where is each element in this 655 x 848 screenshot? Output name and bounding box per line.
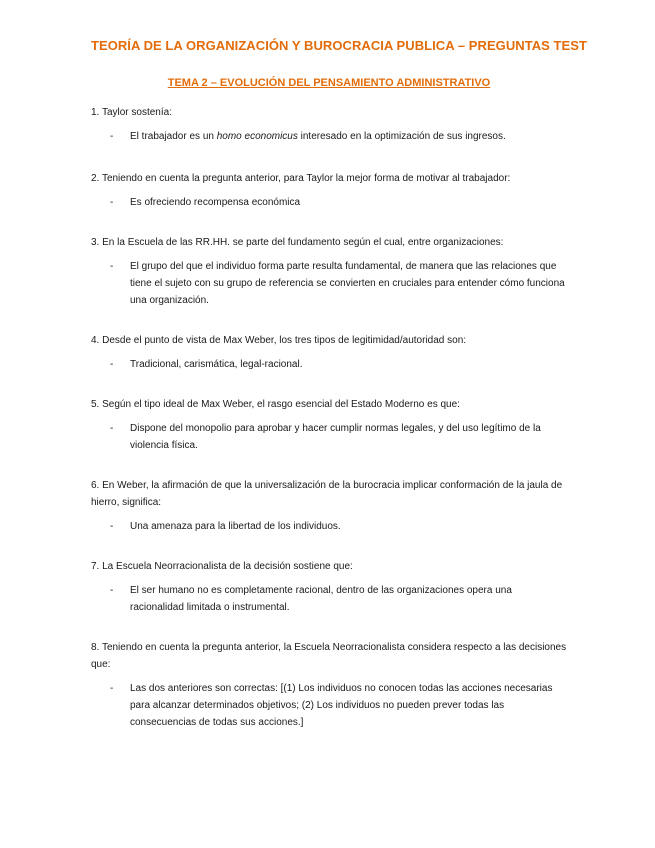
question-item-4 xyxy=(91,332,567,373)
document-title: TEORÍA DE LA ORGANIZACIÓN Y BUROCRACIA PUBLICA – PREGUNTAS TEST xyxy=(91,38,587,53)
answer-text xyxy=(91,420,567,454)
dash-bullet: - xyxy=(110,683,114,694)
question-text: 8. Teniendo en cuenta la pregunta anterior, la Escuela Neorracionalista considera respecto a las decisiones que: xyxy=(91,642,567,670)
question-item-7 xyxy=(91,558,567,616)
answer-part: Es ofreciendo recompensa económica xyxy=(130,197,301,208)
question-item-5 xyxy=(91,396,567,454)
question-text: 6. En Weber, la afirmación de que la universalización de la burocracia implicar conformación de la jaula de hierro, significa: xyxy=(91,480,563,508)
dash-bullet: - xyxy=(110,423,114,434)
answer-italic: homo economicus xyxy=(216,131,298,142)
answer-part: Dispone del monopolio para aprobar y hacer cumplir normas legales, y del uso legítimo de la violencia física. xyxy=(130,423,541,451)
answer-text xyxy=(91,680,567,731)
question-text: 4. Desde el punto de vista de Max Weber, los tres tipos de legitimidad/autoridad son: xyxy=(91,335,467,346)
answer-part: El ser humano no es completamente racional, dentro de las organizaciones opera una racionalidad limitada o instrumental. xyxy=(130,585,512,613)
question-item-1 xyxy=(91,104,567,145)
dash-bullet: - xyxy=(110,359,114,370)
dash-bullet: - xyxy=(110,521,114,532)
question-list xyxy=(91,104,567,731)
answer-part: Las dos anteriores son correctas: [(1) Los individuos no conocen todas las acciones necesarias para alcanzar determinados objetivos; (2) Los individuos no pueden prever todas las consecuencias de todas sus acciones.] xyxy=(130,683,553,728)
answer-part: Tradicional, carismática, legal-racional. xyxy=(130,359,303,370)
answer-text xyxy=(91,128,567,145)
question-text: 3. En la Escuela de las RR.HH. se parte del fundamento según el cual, entre organizaciones: xyxy=(91,237,504,248)
question-item-3 xyxy=(91,234,567,309)
question-item-6 xyxy=(91,477,567,535)
question-text: 2. Teniendo en cuenta la pregunta anterior, para Taylor la mejor forma de motivar al trabajador: xyxy=(91,173,511,184)
answer-text xyxy=(91,582,567,616)
answer-part: Una amenaza para la libertad de los individuos. xyxy=(130,521,341,532)
subtitle-text: TEMA 2 – EVOLUCIÓN DEL PENSAMIENTO ADMINISTRATIVO xyxy=(167,77,491,89)
question-item-8 xyxy=(91,639,567,731)
answer-text xyxy=(91,518,567,535)
answer-text xyxy=(91,194,567,211)
question-text: 1. Taylor sostenía: xyxy=(91,107,172,118)
answer-text xyxy=(91,356,567,373)
answer-part: El trabajador es un xyxy=(130,131,217,142)
dash-bullet: - xyxy=(110,585,114,596)
answer-part: interesado en la optimización de sus ingresos. xyxy=(297,131,506,142)
question-text: 5. Según el tipo ideal de Max Weber, el rasgo esencial del Estado Moderno es que: xyxy=(91,399,460,410)
document-subtitle xyxy=(91,77,567,89)
answer-text xyxy=(91,258,567,309)
dash-bullet: - xyxy=(110,197,114,208)
dash-bullet: - xyxy=(110,261,114,272)
answer-part: El grupo del que el individuo forma parte resulta fundamental, de manera que las relaciones que tiene el sujeto con su grupo de referencia se convierten en cruciales para entender cómo funciona una organización. xyxy=(130,261,565,306)
dash-bullet: - xyxy=(110,131,114,142)
question-item-2 xyxy=(91,170,567,211)
question-text: 7. La Escuela Neorracionalista de la decisión sostiene que: xyxy=(91,561,353,572)
